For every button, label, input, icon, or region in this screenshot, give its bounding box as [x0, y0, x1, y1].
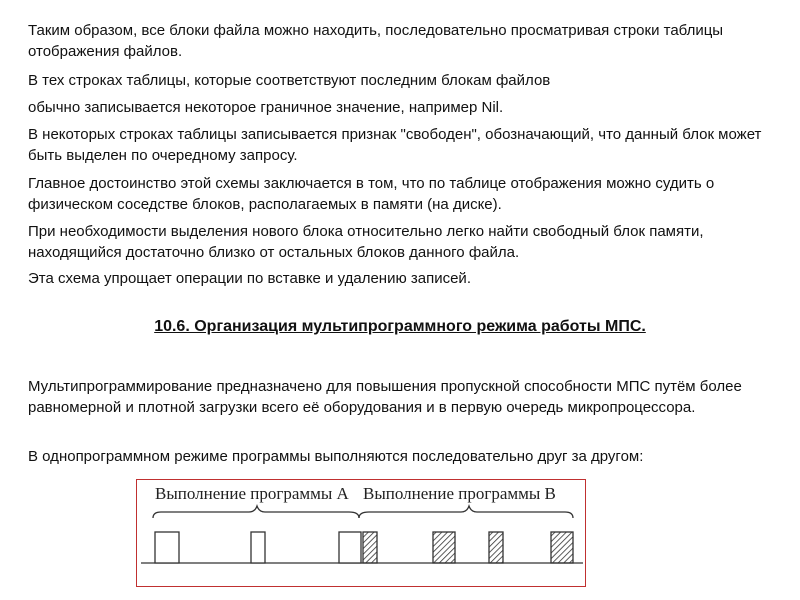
paragraph-9: В однопрограммном режиме программы выполняются последовательно друг за другом: [28, 448, 644, 465]
paragraph-5: Главное достоинство этой схемы заключается в том, что по таблице отображения можно судить о физическом соседстве блоков, располагаемых в памяти (на диске). [28, 175, 715, 213]
label-program-b: Выполнение программы В [363, 484, 556, 503]
block-b-3 [489, 532, 503, 563]
label-program-a: Выполнение программы А [155, 484, 349, 503]
section-heading: 10.6. Организация мультипрограммного режима работы МПС. [154, 318, 646, 335]
paragraph-6: При необходимости выделения нового блока относительно легко найти свободный блок памяти, находящийся достаточно близко от остальных блоков данного файла. [28, 223, 704, 261]
paragraph-7: Эта схема упрощает операции по вставке и удалению записей. [28, 270, 471, 287]
block-b-4 [551, 532, 573, 563]
paragraph-4: В некоторых строках таблицы записывается признак "свободен", обозначающий, что данный блок может быть выделен по очередному запросу. [28, 126, 762, 164]
paragraph-3: обычно записывается некоторое граничное значение, например Nil. [28, 99, 504, 116]
brace-program-a [153, 506, 359, 518]
block-a-1 [155, 532, 179, 563]
block-b-2 [433, 532, 455, 563]
block-b-1 [363, 532, 377, 563]
timeline-graphic [137, 480, 587, 588]
block-a-3 [339, 532, 361, 563]
paragraph-2: В тех строках таблицы, которые соответствуют последним блокам файлов [28, 72, 551, 89]
paragraph-1: Таким образом, все блоки файла можно находить, последовательно просматривая строки таблицы отображения файлов. [28, 22, 724, 60]
brace-program-b [359, 506, 573, 518]
paragraph-8: Мультипрограммирование предназначено для повышения пропускной способности МПС путём более равномерной и плотной загрузки всего её оборудования и в первую очередь микропроцессора. [28, 378, 742, 416]
block-a-2 [251, 532, 265, 563]
execution-diagram [136, 479, 586, 587]
